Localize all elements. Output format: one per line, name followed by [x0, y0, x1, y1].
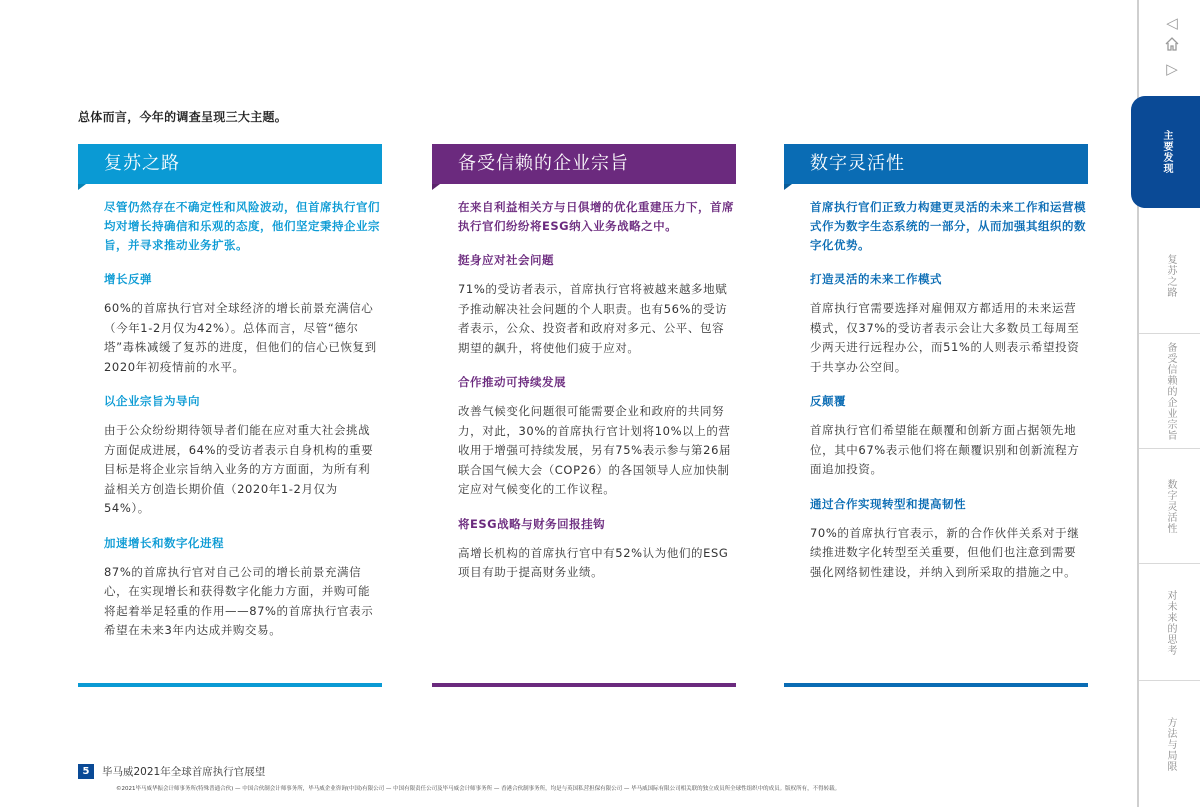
tab-key-findings[interactable]: 主要发现: [1131, 96, 1200, 208]
intro-text: 总体而言，今年的调查呈现三大主题。: [78, 110, 288, 124]
side-navigation: [1137, 0, 1200, 807]
section-heading: 打造灵活的未来工作模式: [810, 272, 942, 286]
next-arrow-icon[interactable]: ▷: [1166, 60, 1178, 78]
section-body: 首席执行官需要选择对雇佣双方都适用的未来运营模式，仅37%的受访者表示会让大多数员工每周至少两天进行远程办公，而51%的人则表示希望投资于共享办公空间。: [810, 301, 1080, 374]
tab-trusted-purpose[interactable]: 备受信赖的企业宗旨: [1139, 333, 1200, 449]
tab-road-to-recovery[interactable]: 复苏之路: [1165, 253, 1176, 298]
section-heading: 以企业宗旨为导向: [104, 394, 200, 408]
theme-banner: [78, 144, 382, 184]
theme-lead: 首席执行官们正致力构建更灵活的未来工作和运营模式作为数字生态系统的一部分，从而加强其组织的数字化优势。: [810, 200, 1086, 252]
section-body: 87%的首席执行官对自己公司的增长前景充满信心，在实现增长和获得数字化能力方面，并购可能将起着举足轻重的作用——87%的首席执行官表示希望在未来3年内达成并购交易。: [104, 564, 374, 637]
tab-digital-agility[interactable]: 数字灵活性: [1139, 448, 1200, 564]
section-body: 首席执行官们希望能在颠覆和创新方面占据领先地位，其中67%表示他们将在颠覆识别和创新流程方面追加投资。: [810, 423, 1080, 476]
tab-methodology[interactable]: 方法与局限: [1139, 680, 1200, 808]
section-body: 由于公众纷纷期待领导者们能在应对重大社会挑战方面促成进展，64%的受访者表示自身机构的重要目标是将企业宗旨纳入业务的方方面面，为所有利益相关方创造长期价值（2020年1-2月仅为54%）。: [104, 423, 374, 515]
theme-title: 数字灵活性: [810, 153, 905, 174]
section-body: 70%的首席执行官表示，新的合作伙伴关系对于继续推进数字化转型至关重要，但他们也注意到需要强化网络韧性建设，并纳入到所采取的措施之中。: [810, 525, 1080, 579]
theme-banner: [432, 144, 736, 184]
section-heading: 将ESG战略与财务回报挂钩: [458, 516, 606, 531]
home-icon[interactable]: [1164, 36, 1180, 56]
section-heading: 挺身应对社会问题: [458, 253, 554, 267]
section-body: 改善气候变化问题很可能需要企业和政府的共同努力，对此，30%的首席执行官计划将10%以上的营收用于增强可持续发展，另有75%表示参与第26届联合国气候大会（COP26）的各国领导人应加快制定应对气候变化的工作议程。: [458, 404, 732, 496]
theme-lead: 尽管仍然存在不确定性和风险波动，但首席执行官们均对增长持确信和乐观的态度，他们坚定秉持企业宗旨，并寻求推动业务扩张。: [104, 200, 380, 252]
theme-banner: [784, 144, 1088, 184]
page-number: 5: [78, 764, 94, 779]
theme-column-trusted-purpose: [432, 144, 736, 583]
section-body: 71%的受访者表示，首席执行官将被越来越多地赋予推动解决社会问题的个人职责。也有56%的受访者表示，公众、投资者和政府对多元、公平、包容期望的飙升，将使他们疲于应对。: [458, 282, 728, 355]
theme-title: 备受信赖的企业宗旨: [458, 153, 629, 174]
footer-legal: ©2021毕马威华振会计师事务所(特殊普通合伙) — 中国合伙制会计师事务所，毕马威企业咨询(中国)有限公司 — 中国有限责任公司及毕马威会计师事务所 — 香港合伙制事务所，均是与英国私营担保有限公司 — 毕马威国际有限公司相关联的独立成员所全球性组织中的成员。版权所有，不得转载。: [116, 786, 841, 792]
section-heading: 反颠覆: [810, 394, 846, 408]
theme-title: 复苏之路: [104, 153, 180, 174]
theme-lead: 在来自利益相关方与日俱增的优化重建压力下，首席执行官们纷纷将ESG纳入业务战略之中。: [458, 200, 734, 233]
nav-controls: [1159, 14, 1185, 78]
column-divider: [784, 683, 1088, 687]
section-body: 60%的首席执行官对全球经济的增长前景充满信心（今年1-2月仅为42%）。总体而言，尽管“德尔塔”毒株减缓了复苏的进度，但他们的信心已恢复到2020年初疫情前的水平。: [104, 301, 377, 374]
previous-arrow-icon[interactable]: ◁: [1166, 14, 1178, 32]
footer-title: 毕马威2021年全球首席执行官展望: [102, 766, 266, 778]
section-body: 高增长机构的首席执行官中有52%认为他们的ESG项目有助于提高财务业绩。: [458, 545, 729, 579]
section-heading: 加速增长和数字化进程: [104, 535, 224, 550]
theme-column-digital-agility: [784, 144, 1088, 582]
section-heading: 增长反弹: [104, 272, 152, 286]
theme-column-recovery: [78, 144, 382, 641]
tab-future-thinking[interactable]: 对未来的思考: [1139, 563, 1200, 681]
column-divider: [78, 683, 382, 687]
section-heading: 通过合作实现转型和提高韧性: [810, 496, 966, 511]
column-divider: [432, 683, 736, 687]
section-heading: 合作推动可持续发展: [458, 375, 566, 389]
